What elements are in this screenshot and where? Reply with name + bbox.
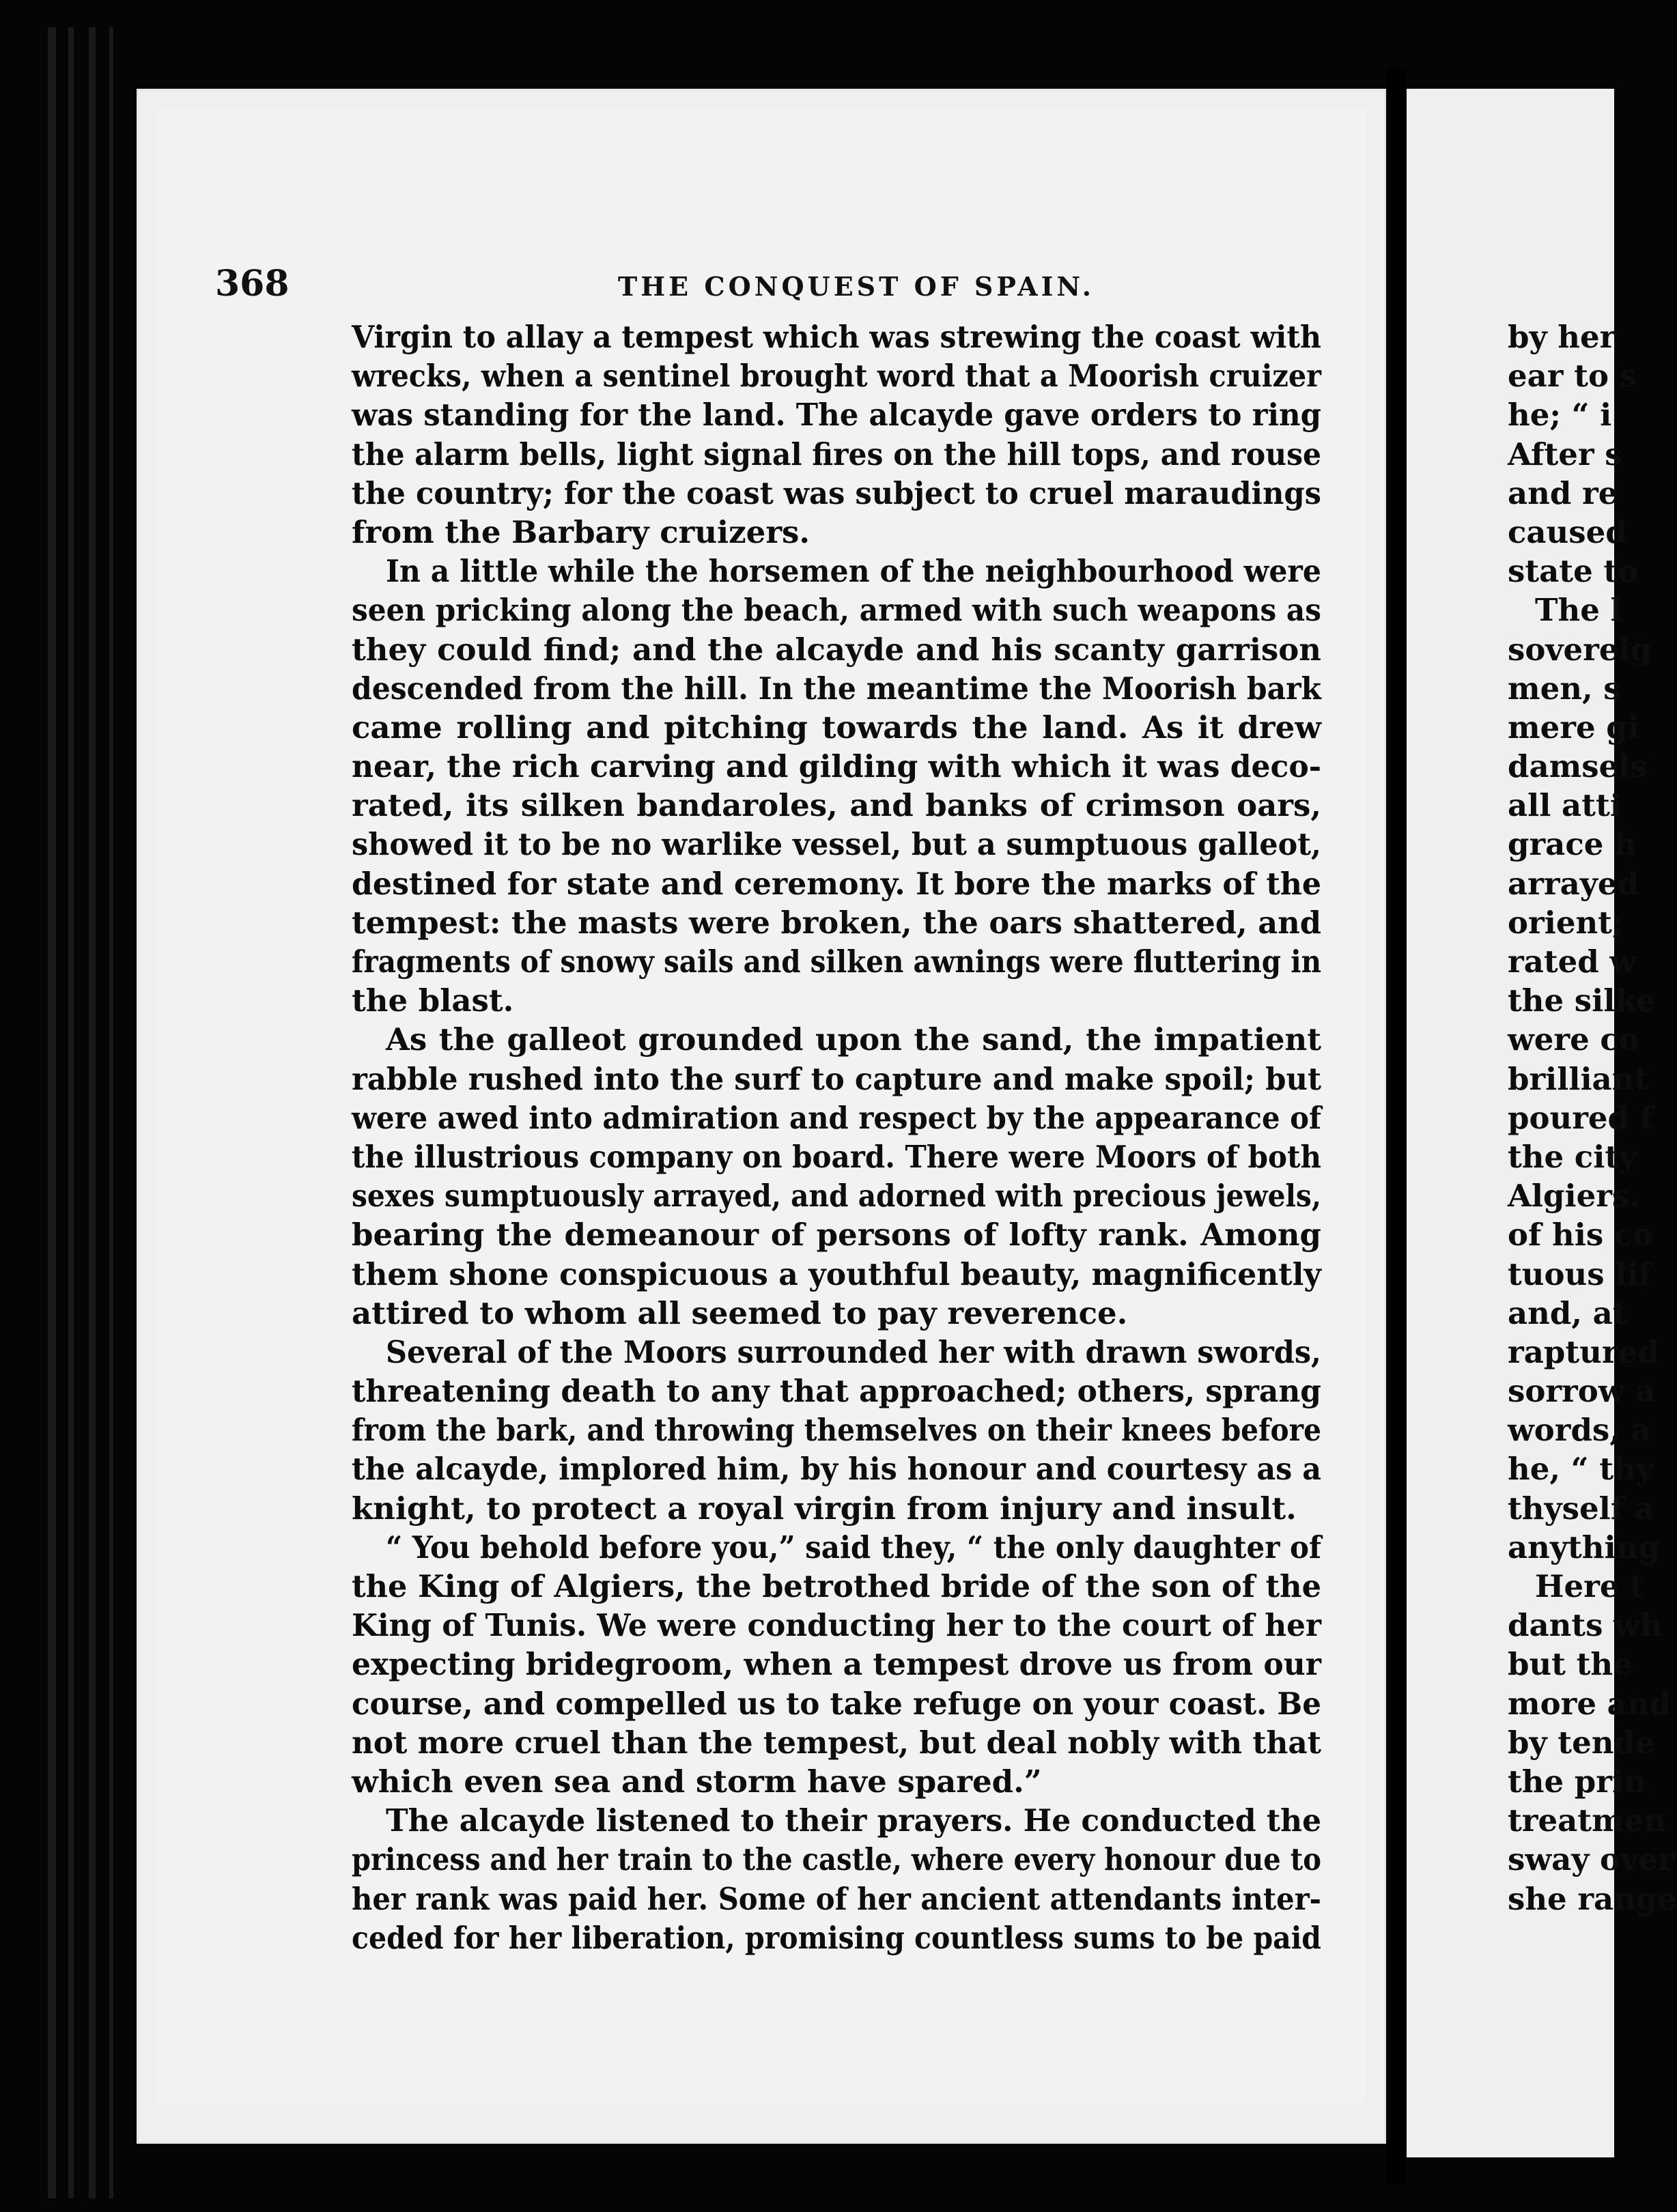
- text-line: rated, its silken bandaroles, and banks of crimson oars,: [352, 787, 1321, 824]
- text-line: damsels: [1508, 748, 1648, 785]
- page-number: 368: [215, 263, 290, 304]
- text-line: the King of Algiers, the betrothed bride of the son of the: [352, 1568, 1321, 1604]
- text-line: rabble rushed into the surf to capture and make spoil; but: [352, 1060, 1321, 1097]
- text-line: destined for state and ceremony. It bore the marks of the: [352, 865, 1321, 902]
- text-line: wrecks, when a sentinel brought word that a Moorish cruizer: [352, 358, 1321, 395]
- text-line: In a little while the horsemen of the neighbourhood were: [386, 553, 1321, 590]
- text-line: was standing for the land. The alcayde gave orders to ring: [352, 397, 1321, 434]
- text-line: were awed into admiration and respect by the appearance of: [352, 1099, 1321, 1136]
- text-line: ceded for her liberation, promising countless sums to be paid: [352, 1919, 1321, 1956]
- text-line: sexes sumptuously arrayed, and adorned with precious jewels,: [352, 1178, 1321, 1215]
- text-line: Several of the Moors surrounded her with drawn swords,: [386, 1333, 1321, 1370]
- text-line: her rank was paid her. Some of her ancient attendants inter-: [352, 1880, 1321, 1917]
- text-line: attired to whom all seemed to pay reverence.: [352, 1294, 1128, 1331]
- text-line: the silke: [1508, 982, 1657, 1019]
- text-line: threatening death to any that approached; others, sprang: [352, 1373, 1321, 1410]
- book-edge: [41, 27, 137, 2198]
- text-line: Algiers.: [1508, 1178, 1640, 1215]
- text-line: tempest: the masts were broken, the oars shattered, and: [352, 904, 1321, 941]
- text-line: were co: [1508, 1021, 1639, 1058]
- text-line: thyself a: [1508, 1490, 1654, 1527]
- running-title: THE CONQUEST OF SPAIN.: [618, 271, 1095, 302]
- text-line: Here t: [1535, 1568, 1644, 1604]
- text-line: treatmen: [1508, 1802, 1667, 1839]
- text-line: expecting bridegroom, when a tempest drove us from our: [352, 1646, 1321, 1683]
- text-line: sorrow a: [1508, 1373, 1656, 1410]
- text-line: The alcayde listened to their prayers. He conducted the: [386, 1802, 1321, 1839]
- text-line: by her: [1508, 319, 1616, 355]
- text-line: he; “ i: [1508, 397, 1612, 434]
- text-line: not more cruel than the tempest, but deal nobly with that: [352, 1724, 1321, 1761]
- text-line: caused: [1508, 513, 1627, 550]
- text-line: and, at: [1508, 1294, 1627, 1331]
- page-gutter: [1386, 68, 1407, 2185]
- text-line: grace h: [1508, 826, 1637, 863]
- text-line: princess and her train to the castle, where every honour due to: [352, 1841, 1321, 1878]
- text-line: them shone conspicuous a youthful beauty, magnificently: [352, 1256, 1321, 1292]
- text-line: Virgin to allay a tempest which was strewing the coast with: [352, 319, 1321, 355]
- text-line: brilliant: [1508, 1060, 1649, 1097]
- text-line: the alcayde, implored him, by his honour and courtesy as a: [352, 1451, 1321, 1488]
- text-line: from the bark, and throwing themselves on their knees before: [352, 1412, 1321, 1449]
- text-line: anything: [1508, 1529, 1660, 1565]
- text-line: the country; for the coast was subject to cruel maraudings: [352, 474, 1321, 511]
- text-line: As the galleot grounded upon the sand, the impatient: [386, 1021, 1321, 1058]
- text-line: poured f: [1508, 1099, 1654, 1136]
- page-header: [215, 249, 1308, 317]
- text-line: descended from the hill. In the meantime the Moorish bark: [352, 670, 1321, 707]
- text-line: more and: [1508, 1685, 1671, 1722]
- text-line: After s: [1508, 436, 1622, 472]
- text-line: sway over: [1508, 1841, 1674, 1878]
- text-line: The l: [1535, 592, 1622, 629]
- right-page-body: [1508, 317, 1677, 1918]
- text-line: bearing the demeanour of persons of lofty rank. Among: [352, 1217, 1321, 1253]
- text-line: and re: [1508, 474, 1618, 511]
- text-line: King of Tunis. We were conducting her to the court of her: [352, 1607, 1321, 1644]
- text-line: the city: [1508, 1138, 1637, 1175]
- text-line: state to: [1508, 553, 1639, 590]
- text-line: raptured: [1508, 1333, 1659, 1370]
- text-line: the blast.: [352, 982, 514, 1019]
- text-line: which even sea and storm have spared.”: [352, 1763, 1042, 1800]
- text-line: by tende: [1508, 1724, 1655, 1761]
- text-line: men, s: [1508, 670, 1621, 707]
- text-line: “ You behold before you,” said they, “ the only daughter of: [386, 1529, 1321, 1565]
- text-line: knight, to protect a royal virgin from injury and insult.: [352, 1490, 1297, 1527]
- text-line: showed it to be no warlike vessel, but a sumptuous galleot,: [352, 826, 1321, 863]
- text-line: tuous lif: [1508, 1256, 1652, 1292]
- text-line: the prin: [1508, 1763, 1646, 1800]
- text-line: the illustrious company on board. There were Moors of both: [352, 1138, 1321, 1175]
- text-line: fragments of snowy sails and silken awnings were fluttering in: [352, 944, 1321, 980]
- text-line: but the: [1508, 1646, 1633, 1683]
- text-line: orient;: [1508, 904, 1624, 941]
- text-line: ear to s: [1508, 358, 1637, 395]
- text-line: dants wh: [1508, 1607, 1663, 1644]
- text-line: the alarm bells, light signal fires on the hill tops, and rouse: [352, 436, 1321, 472]
- left-page-body: [352, 317, 1321, 1957]
- text-line: rated w: [1508, 944, 1637, 980]
- text-line: of his co: [1508, 1217, 1654, 1253]
- text-line: they could find; and the alcayde and his scanty garrison: [352, 631, 1321, 668]
- text-line: he, “ thy: [1508, 1451, 1654, 1488]
- text-line: all atti: [1508, 787, 1622, 824]
- text-line: came rolling and pitching towards the land. As it drew: [352, 709, 1321, 746]
- text-line: course, and compelled us to take refuge on your coast. Be: [352, 1685, 1321, 1722]
- text-line: words, a: [1508, 1412, 1651, 1449]
- text-line: from the Barbary cruizers.: [352, 513, 811, 550]
- text-line: seen pricking along the beach, armed with such weapons as: [352, 592, 1321, 629]
- text-line: mere gi: [1508, 709, 1639, 746]
- text-line: she range: [1508, 1880, 1677, 1917]
- text-line: arrayed: [1508, 865, 1639, 902]
- text-line: sovereig: [1508, 631, 1652, 668]
- text-line: near, the rich carving and gilding with which it was deco-: [352, 748, 1321, 785]
